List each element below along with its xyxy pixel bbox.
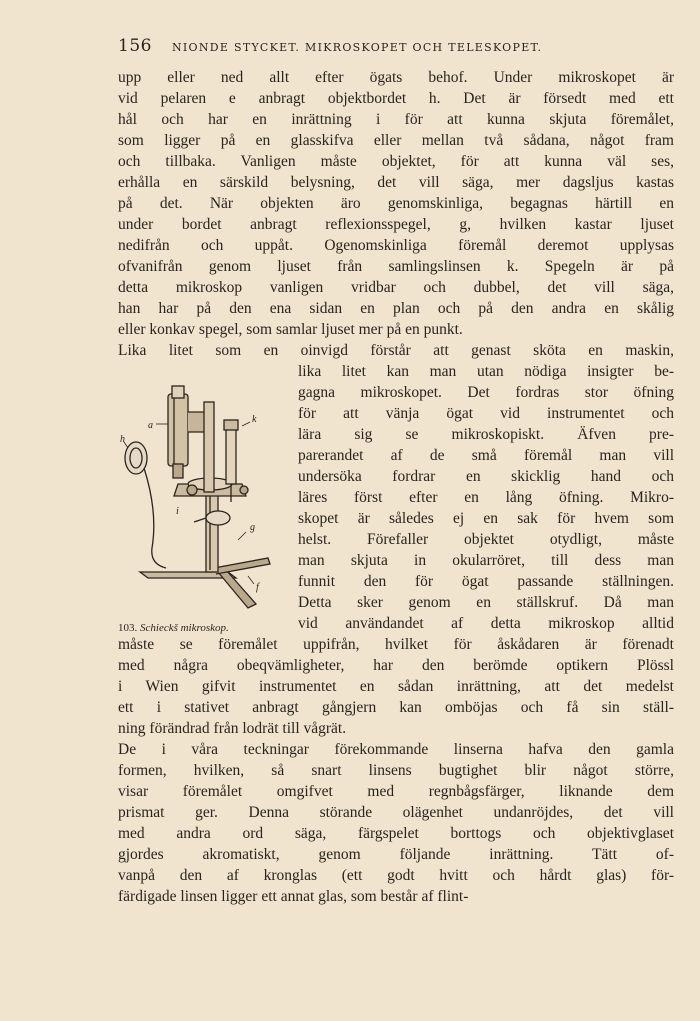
running-title: NIONDE STYCKET. MIKROSKOPET OCH TELESKOPET. — [171, 41, 543, 54]
text-line: formen, hvilken, så snart linsens bugtighet blir något större, — [118, 762, 674, 779]
text-line: under bordet anbragt reflexionsspegel, g, hvilken kastar ljuset — [118, 216, 674, 233]
text-line: ning förändrad från lodrät till vågrät. — [118, 720, 347, 737]
text-line: De i våra teckningar förekommande linserna hafva den gamla — [118, 741, 674, 758]
text-line: för att vänja ögat vid instrumentet och — [298, 405, 674, 422]
figure-caption-text: Schieckš mikroskop. — [140, 622, 229, 634]
text-line: måste se föremålet uppifrån, hvilket för åskådaren är förenadt — [118, 636, 674, 653]
text-line: skopet är således ej en sak för hvem som — [298, 510, 674, 527]
text-line: lika litet kan man utan nödiga insigter be- — [298, 363, 674, 380]
figure-label-i: i — [176, 506, 179, 517]
text-line: med andra ord säga, färgspelet borttogs och objektivglaset — [118, 825, 674, 842]
page-number: 156 — [118, 36, 152, 56]
text-line: gjordes akromatiskt, genom följande inrättning. Tätt of- — [118, 846, 674, 863]
text-line: erhålla en särskild belysning, det vill säga, mer dagsljus kastas — [118, 174, 674, 191]
text-line: visar föremålet omgifvet med regnbågsfärger, liknande dem — [118, 783, 674, 800]
text-line: som ligger på en glasskifva eller mellan två sådana, något fram — [118, 132, 674, 149]
text-line: med några obeqvämligheter, har den berömde optikern Plössl — [118, 657, 674, 674]
microscope-illustration — [118, 372, 294, 612]
page-header — [118, 36, 676, 56]
text-line: Detta sker genom en ställskruf. Då man — [298, 594, 674, 611]
text-line: han har på den ena sidan en plan och på den andra en skålig — [118, 300, 674, 317]
text-line: vid pelaren e anbragt objektbordet h. Det är försedt med ett — [118, 90, 674, 107]
figure-number: 103. — [118, 622, 138, 634]
text-line: och tillbaka. Vanligen måste objektet, för att kunna väl ses, — [118, 153, 674, 170]
text-line: man skjuta in okularröret, till dess man — [298, 552, 674, 569]
text-line: undersöka fordrar en skicklig hand och — [298, 468, 674, 485]
figure-label-f: f — [256, 582, 259, 593]
text-line: i Wien gifvit instrumentet en sådan inrättning, att det medelst — [118, 678, 674, 695]
text-line: ett i stativet anbragt gångjern kan omböjas och få sin ställ- — [118, 699, 674, 716]
text-line: på det. När objekten äro genomskinliga, begagnas härtill en — [118, 195, 674, 212]
text-line: vid användandet af detta mikroskop alltid — [298, 615, 674, 632]
text-line: vanpå den af kronglas (ett godt hvitt och hårdt glas) för- — [118, 867, 674, 884]
figure-caption — [118, 622, 294, 634]
text-line: helst. Förefaller objektet otydligt, måste — [298, 531, 674, 548]
figure-label-k: k — [252, 414, 257, 425]
text-line: detta mikroskop vanligen vridbar och dubbel, det vill säga, — [118, 279, 674, 296]
figure-label-h: h — [120, 434, 125, 445]
text-line: lära sig se mikroskopiskt. Äfven pre- — [298, 426, 674, 443]
text-line: ofvanifrån genom ljuset från samlingslinsen k. Spegeln är på — [118, 258, 674, 275]
text-line: prismat ger. Denna störande olägenhet undanröjdes, det vill — [118, 804, 674, 821]
figure-label-g: g — [250, 522, 255, 533]
text-line: läres först efter en lång öfning. Mikro- — [298, 489, 674, 506]
text-line: upp eller ned allt efter ögats behof. Under mikroskopet är — [118, 69, 674, 86]
text-line: färdigade linsen ligger ett annat glas, som består af flint- — [118, 888, 469, 905]
text-line: gagna mikroskopet. Det fordras stor öfning — [298, 384, 674, 401]
figure-label-a: a — [148, 420, 153, 431]
text-line: nedifrån och uppåt. Ogenomskinliga föremål deremot upplysas — [118, 237, 674, 254]
text-line: funnit den för ögat passande ställningen. — [298, 573, 674, 590]
text-line: Lika litet som en oinvigd förstår att genast sköta en maskin, — [118, 342, 674, 359]
text-line: eller konkav spegel, som samlar ljuset mer på en punkt. — [118, 321, 463, 338]
text-line: hål och har en inrättning i för att kunna skjuta föremålet, — [118, 111, 674, 128]
text-line: parerandet af de små föremål man vill — [298, 447, 674, 464]
